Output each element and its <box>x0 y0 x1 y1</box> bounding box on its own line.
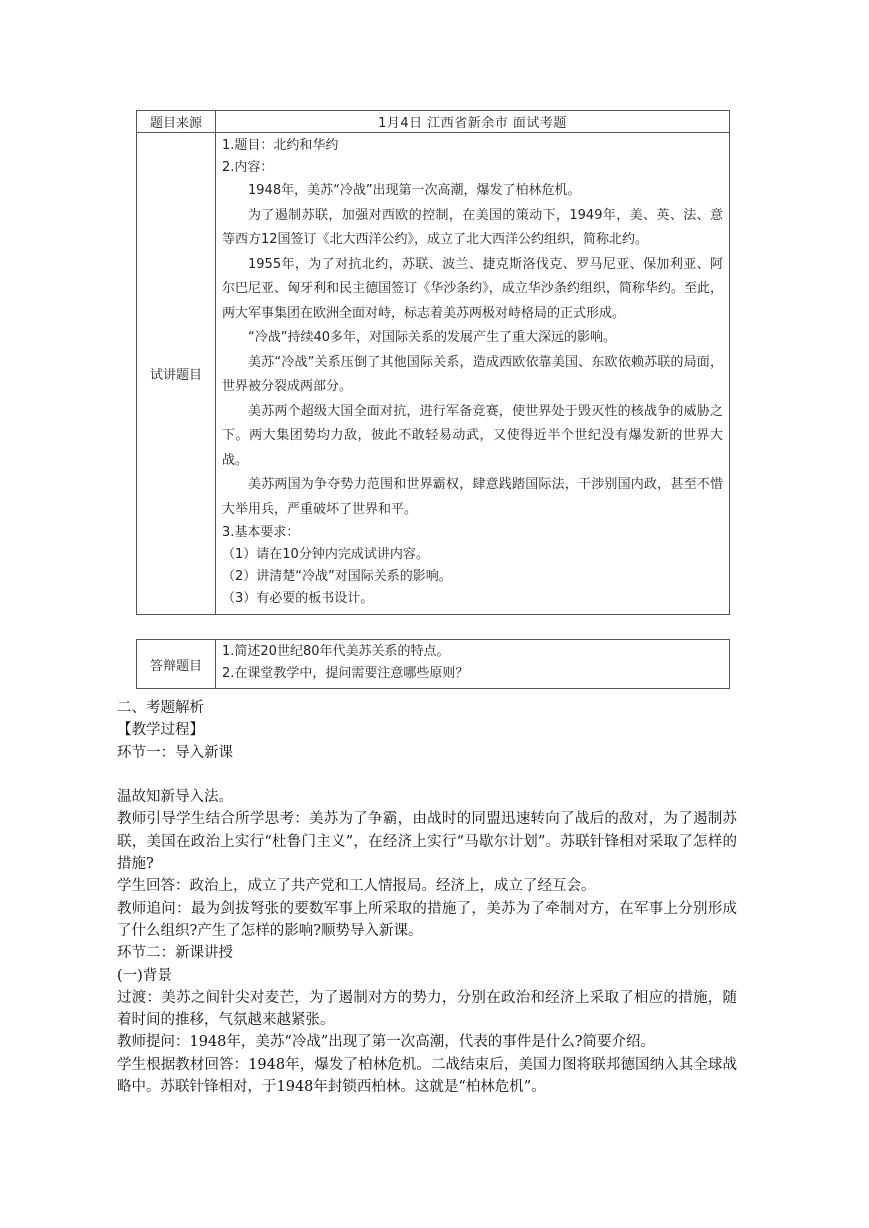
topic-paragraph-6: 美苏两个超级大国全面对抗，进行军备竞赛，使世界处于毁灭性的核战争的威胁之下。两大集团势均力敌，彼此不敢轻易动武，又使得近半个世纪没有爆发新的世界大战。 <box>222 403 723 468</box>
topic-paragraph-7: 美苏两国为争夺势力范围和世界霸权，肆意践踏国际法，干涉别国内政，甚至不惜大举用兵，严重破坏了世界和平。 <box>222 477 723 517</box>
process-heading: 【教学过程】 <box>117 722 204 739</box>
topic-paragraph-4: “冷战”持续40多年，对国际关系的发展产生了重大深远的影响。 <box>248 330 617 345</box>
requirement-2: （2）讲清楚“冷战”对国际关系的影响。 <box>222 569 452 584</box>
defense-label: 答辩题目 <box>137 640 216 689</box>
defense-table <box>136 639 730 689</box>
background-heading: (一)背景 <box>117 967 172 984</box>
defense-question-1: 1.简述20世纪80年代美苏关系的特点。 <box>222 644 450 659</box>
topic-paragraph-5: 美苏“冷战”关系压倒了其他国际关系，造成西欧依靠美国、东欧依赖苏联的局面，世界被分裂成两部分。 <box>222 354 723 394</box>
method-text: 温故知新导入法。 <box>117 789 233 806</box>
requirement-3: （3）有必要的板书设计。 <box>222 591 374 606</box>
section-title: 二、考题解析 <box>117 700 204 716</box>
transition-text: 过渡：美苏之间针尖对麦芒，为了遏制对方的势力，分别在政治和经济上采取了相应的措施，随着时间的推移，气氛越来越紧张。 <box>117 989 737 1029</box>
defense-question-2: 2.在课堂教学中，提问需要注意哪些原则？ <box>222 666 469 681</box>
topic-content-heading: 2.内容： <box>222 160 274 175</box>
source-value: 1月4日 江西省新余市 面试考题 <box>216 111 730 133</box>
exam-info-table <box>136 110 730 615</box>
student-answer-2: 学生根据教材回答：1948年，爆发了柏林危机。二战结束后，美国力图将联邦德国纳入其全球战略中。苏联针锋相对，于1948年封锁西柏林。这就是“柏林危机”。 <box>117 1056 737 1096</box>
topic-content <box>216 133 730 615</box>
step-2-heading: 环节二：新课讲授 <box>117 945 233 962</box>
topic-label: 试讲题目 <box>137 133 216 615</box>
teacher-question-text: 教师提问：1948年，美苏“冷战”出现了第一次高潮，代表的事件是什么?简要介绍。 <box>117 1034 655 1051</box>
teacher-followup-text: 教师追问：最为剑拔弩张的要数军事上所采取的措施了，美苏为了牵制对方，在军事上分别形成了什么组织?产生了怎样的影响?顺势导入新课。 <box>117 900 737 939</box>
topic-title-line: 1.题目：北约和华约 <box>222 138 339 153</box>
source-label: 题目来源 <box>137 111 216 133</box>
defense-row <box>137 640 730 689</box>
blank-line <box>117 764 737 786</box>
topic-row <box>137 133 730 615</box>
requirements-heading: 3.基本要求： <box>222 525 300 540</box>
topic-paragraph-1: 1948年，美苏“冷战”出现第一次高潮，爆发了柏林危机。 <box>248 183 581 198</box>
topic-paragraph-2: 为了遏制苏联，加强对西欧的控制，在美国的策动下，1949年，美、英、法、意等西方12国签订《北大西洋公约》，成立了北大西洋公约组织，简称北约。 <box>222 207 723 247</box>
student-answer-1: 学生回答：政治上，成立了共产党和工人情报局。经济上，成立了经互会。 <box>117 878 596 895</box>
defense-content <box>216 640 730 689</box>
topic-paragraph-3: 1955年，为了对抗北约，苏联、波兰、捷克斯洛伐克、罗马尼亚、保加利亚、阿尔巴尼亚、匈牙利和民主德国签订《华沙条约》，成立华沙条约组织，简称华约。至此，两大军事集团在欧洲全面对峙，标志着美苏两极对峙格局的正式形成。 <box>222 256 723 321</box>
analysis-section <box>117 697 737 1098</box>
requirement-1: （1）请在10分钟内完成试讲内容。 <box>222 547 429 562</box>
teacher-guide-text: 教师引导学生结合所学思考：美苏为了争霸，由战时的同盟迅速转向了战后的敌对，为了遏制苏联，美国在政治上实行“杜鲁门主义”，在经济上实行“马歇尔计划”。苏联针锋相对采取了怎样的措施? <box>117 811 737 873</box>
source-row <box>137 111 730 133</box>
step-1-heading: 环节一：导入新课 <box>117 744 233 761</box>
